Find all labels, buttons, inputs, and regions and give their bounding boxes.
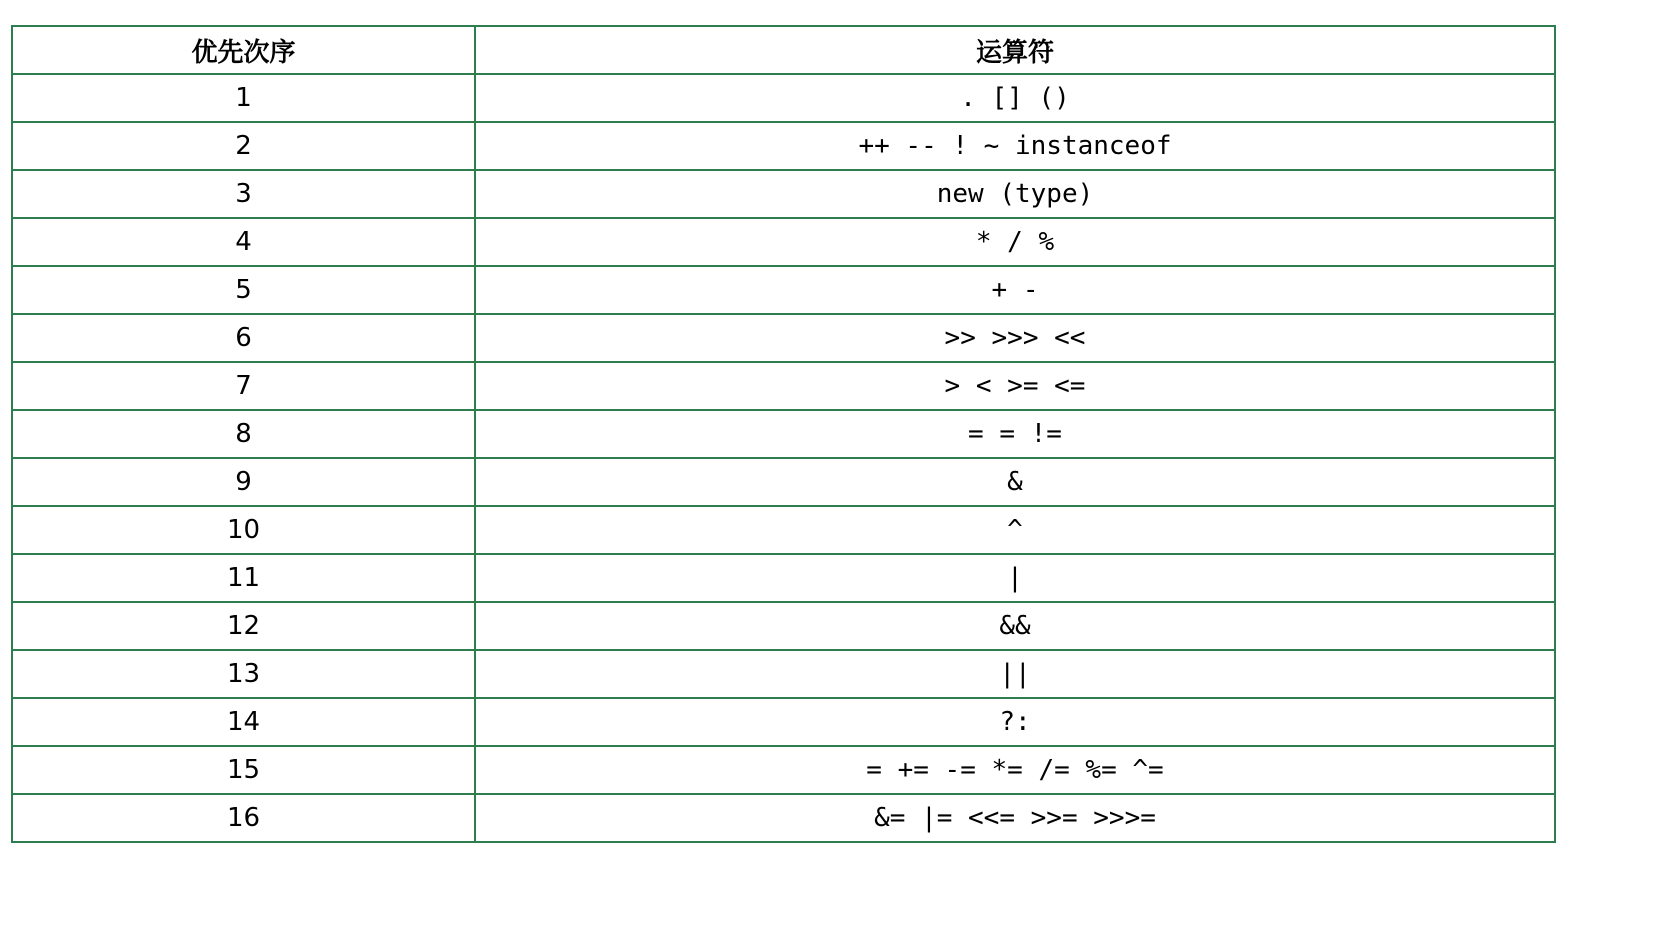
table-row (12, 170, 1555, 218)
table-row (12, 362, 1555, 410)
rank-cell: 11 (12, 554, 475, 602)
table-row (12, 266, 1555, 314)
header-operators: 运算符 (475, 26, 1555, 74)
table-row (12, 794, 1555, 842)
operators-cell: = += -= *= /= %= ^= (475, 746, 1555, 794)
table-row (12, 218, 1555, 266)
rank-cell: 1 (12, 74, 475, 122)
table-row (12, 74, 1555, 122)
rank-cell: 16 (12, 794, 475, 842)
table-row (12, 602, 1555, 650)
operators-cell: = = != (475, 410, 1555, 458)
table-row (12, 122, 1555, 170)
rank-cell: 13 (12, 650, 475, 698)
table-header-row (12, 26, 1555, 74)
table-row (12, 746, 1555, 794)
rank-cell: 12 (12, 602, 475, 650)
rank-cell: 3 (12, 170, 475, 218)
table-body (12, 74, 1555, 842)
operators-cell: * / % (475, 218, 1555, 266)
rank-cell: 14 (12, 698, 475, 746)
operators-cell: >> >>> << (475, 314, 1555, 362)
rank-cell: 7 (12, 362, 475, 410)
table-row (12, 410, 1555, 458)
operators-cell: && (475, 602, 1555, 650)
operators-cell: | (475, 554, 1555, 602)
operators-cell: ++ -- ! ~ instanceof (475, 122, 1555, 170)
rank-cell: 15 (12, 746, 475, 794)
header-rank: 优先次序 (12, 26, 475, 74)
operators-cell: ?: (475, 698, 1555, 746)
operators-cell: new (type) (475, 170, 1555, 218)
table-row (12, 506, 1555, 554)
operators-cell: ^ (475, 506, 1555, 554)
operator-precedence-table (11, 25, 1556, 843)
rank-cell: 8 (12, 410, 475, 458)
operators-cell: & (475, 458, 1555, 506)
rank-cell: 6 (12, 314, 475, 362)
operators-cell: &= |= <<= >>= >>>= (475, 794, 1555, 842)
table-row (12, 650, 1555, 698)
operators-cell: > < >= <= (475, 362, 1555, 410)
table-row (12, 554, 1555, 602)
operators-cell: + - (475, 266, 1555, 314)
rank-cell: 5 (12, 266, 475, 314)
table-row (12, 698, 1555, 746)
rank-cell: 4 (12, 218, 475, 266)
table-row (12, 314, 1555, 362)
rank-cell: 2 (12, 122, 475, 170)
operators-cell: || (475, 650, 1555, 698)
rank-cell: 9 (12, 458, 475, 506)
table-row (12, 458, 1555, 506)
operators-cell: . [] () (475, 74, 1555, 122)
rank-cell: 10 (12, 506, 475, 554)
